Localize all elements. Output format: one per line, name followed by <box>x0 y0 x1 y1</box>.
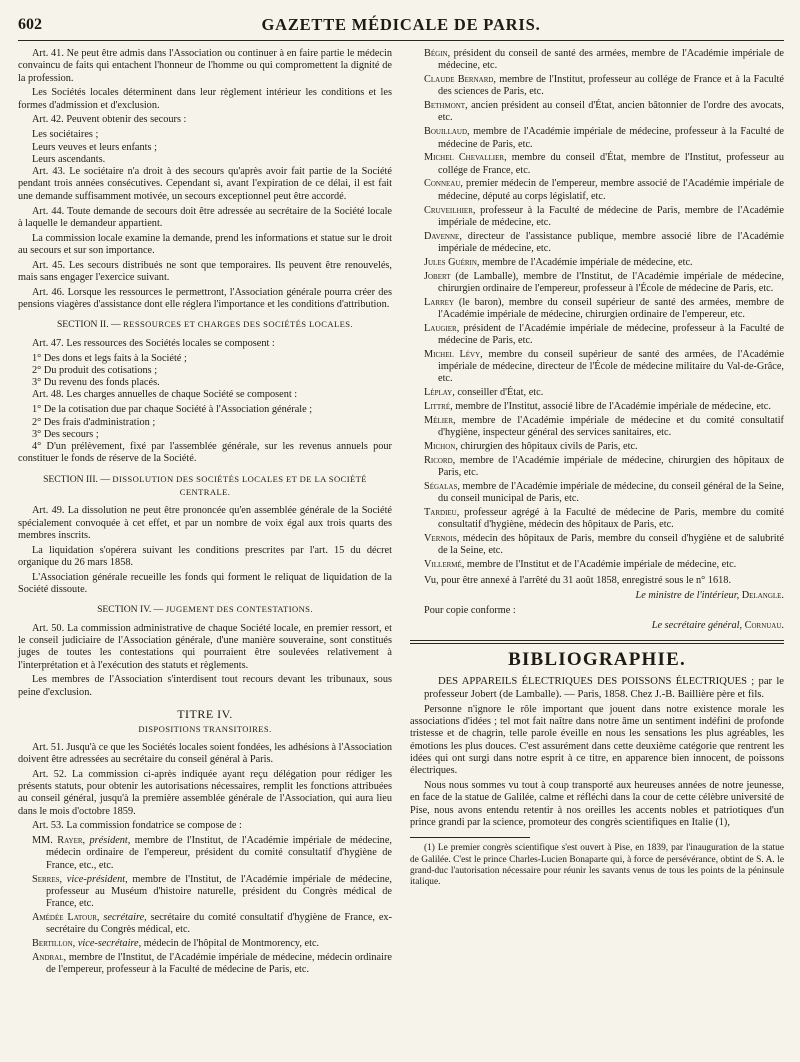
article-45: Art. 45. Les secours distribués ne sont que temporaires. Ils peuvent être renouvelés, mais sans engager l'exercice suivant. <box>18 259 392 284</box>
member-text: membre de l'Institut, associé libre de l'Académie impériale de médecine, etc. <box>455 401 771 413</box>
member-text: membre du conseil d'État, membre de l'Institut, professeur au collége de France, etc. <box>438 152 785 176</box>
member-name: Ségalas <box>424 480 458 492</box>
member-name: Laugier <box>424 322 457 334</box>
list-item: 4° D'un prélèvement, fixé par l'assemblée générale, sur les revenus annuels pour constituer le fonds de réserve de la Société. <box>18 441 392 465</box>
member-text: membre de l'Académie impériale de médecine, professeur à la Faculté de médecine de Paris, etc. <box>438 126 784 150</box>
member-name: Villermé <box>424 559 462 571</box>
member-name: Jobert <box>424 270 451 282</box>
list-item: Leurs veuves et leurs enfants ; <box>32 141 157 153</box>
member-role: président <box>89 835 128 847</box>
section-label: SECTION II. — <box>56 319 121 331</box>
member-role: vice-président <box>66 873 126 885</box>
member-name: Larrey <box>424 296 455 308</box>
member-name: Conneau <box>424 178 461 190</box>
member-name: Littré <box>424 401 451 413</box>
member-role: vice-secrétaire <box>77 938 139 949</box>
member-text: membre de l'Académie impériale de médecine et du comité consultatif d'hygiène, inspecteur général des services sanitaires, etc. <box>438 414 784 439</box>
member-entry: Littré, membre de l'Institut, associé libre de l'Académie impériale de médecine, etc. <box>424 401 771 413</box>
signature-label: Le ministre de l'intérieur, <box>635 590 740 602</box>
section-label: SECTION III. — <box>43 473 110 485</box>
member-entry: Bouillaud, membre de l'Académie impériale de médecine, professeur à la Faculté de médecine de Paris, etc. <box>424 126 784 150</box>
member-entry: Laugier, président de l'Académie impériale de médecine, professeur à la Faculté de médecine de Paris, etc. <box>424 322 784 347</box>
titre-4-heading: TITRE IV. <box>177 706 233 721</box>
member-entry <box>410 297 784 322</box>
paragraph: Personne n'ignore le rôle important que jouent dans notre existence morale les associations d'idées ; tel mot fait naître dans notre âme un sentiment indéfini de profonde tristesse et de chagrin, telle parole éveille en nous les sensations les plus agréables, les émotions les plus douces. C'est assurément dans cette deuxième catégorie que rentrent les idées qui ont surgi dans notre esprit à ce titre, en apparence bien innocent, de poissons électriques. <box>410 703 784 777</box>
signature-name: Cornuau. <box>744 619 784 631</box>
bibliographie-heading: BIBLIOGRAPHIE. <box>508 649 686 671</box>
member-text: secrétaire du comité consultatif d'hygiène de France, ex-secrétaire du Congrès médical, etc. <box>46 911 392 936</box>
member-entry: Léplay, conseiller d'État, etc. <box>424 387 544 399</box>
member-entry: Davenne, directeur de l'assistance publique, membre associé libre de l'Académie impériale de médecine, etc. <box>424 230 784 254</box>
member-entry: MM. Rayer, président, membre de l'Institut, de l'Académie impériale de médecine, médecin ordinaire de l'empereur, président du comité consultatif d'hygiène de France, etc., etc. <box>32 835 392 871</box>
member-entry: Andral, membre de l'Institut, de l'Académie impériale de médecine, médecin ordinaire de l'empereur, professeur à la Faculté de médecine de Paris, etc. <box>32 951 392 976</box>
article-48: Art. 48. Les charges annuelles de chaque Société se composent : <box>32 389 298 401</box>
footnote: (1) Le premier congrès scientifique s'est ouvert à Pise, en 1839, par l'inauguration de la statue de Galilée. C'est le prince Charles-Lucien Bonaparte qui, à force de persévérance, obtint de S. A. le grand-duc l'autorisation nécessaire pour réunir les savants venus de tous les points de la péninsule italique. <box>410 843 784 888</box>
book-title: DES APPAREILS ÉLECTRIQUES DES POISSONS ÉLECTRIQUES ; par le professeur Jobert (de Lamballe). — Paris, 1858. Chez J.-B. Baillière père et fils. <box>424 676 784 701</box>
member-text: membre de l'Institut, de l'Académie impériale de médecine, professeur au Muséum d'histoire naturelle, président du Congrès médical de France, etc. <box>46 873 393 910</box>
member-name: Claude Bernard <box>424 74 494 86</box>
member-text: (le baron), membre du conseil supérieur de santé des armées, membre de l'Académie impériale de médecine, chirurgien ordinaire de l'empereur, etc. <box>438 296 785 320</box>
member-entry: Michel Lévy, membre du conseil supérieur de santé des armées, de l'Académie impériale de médecine, directeur de l'École de médecine militaire du Val-de-Grâce, etc. <box>424 348 785 385</box>
list-item: 2° Des frais d'administration ; <box>32 416 156 428</box>
member-text: directeur de l'assistance publique, membre associé libre de l'Académie impériale de médecine, etc. <box>438 230 784 254</box>
member-entry: Vernois, médecin des hôpitaux de Paris, membre du conseil d'hygiène et de salubrité de la Seine, etc. <box>424 532 784 557</box>
member-name: Serres <box>32 873 60 885</box>
double-rule-divider <box>410 640 784 644</box>
member-text: (de Lamballe), membre de l'Institut, de l'Académie impériale de médecine, chirurgien ordinaire de l'empereur, professeur à l'École de médecine de Paris, etc. <box>438 270 784 294</box>
article-41: Art. 41. Ne peut être admis dans l'Association ou continuer à en faire partie le médecin convaincu de faits qui entachent l'honneur de l'homme ou qui compromettent la dignité de la profession. <box>18 48 392 84</box>
page-header <box>18 14 784 41</box>
member-name: Michel Chevallier <box>424 152 505 164</box>
member-name: Mélier <box>424 414 453 426</box>
member-name: Léplay <box>424 387 453 399</box>
member-name: Bégin <box>424 48 448 59</box>
member-text: membre de l'Institut, de l'Académie impériale de médecine, médecin ordinaire de l'empereur, président du comité consultatif d'hygiène de France, etc., etc. <box>46 835 392 871</box>
member-text: membre de l'Académie impériale de médecine, chirurgien des hôpitaux de Paris, etc. <box>438 454 784 478</box>
list-item: 1° De la cotisation due par chaque Société à l'Association générale ; <box>32 404 313 416</box>
member-name: Vernois <box>424 532 457 544</box>
article-43: Art. 43. Le sociétaire n'a droit à des secours qu'après avoir fait partie de la Société pendant trois années consécutives. Cependant si, avant l'expiration de ce délai, il est fait une demande suffisamment motivée, un secours exceptionnel peut être accordé. <box>18 166 392 202</box>
list-item: Leurs ascendants. <box>32 153 106 165</box>
list-item: Les sociétaires ; <box>32 129 99 141</box>
list-item: 1° Des dons et legs faits à la Société ; <box>32 352 187 364</box>
member-text: membre du conseil supérieur de santé des armées, de l'Académie impériale de médecine, directeur de l'École de médecine militaire du Val-de-Grâce, etc. <box>438 348 785 385</box>
member-name: Amédée Latour <box>32 911 97 923</box>
paragraph: La liquidation s'opérera suivant les conditions prescrites par l'art. 15 du décret organique du 26 mars 1858. <box>18 544 392 568</box>
section-title: RESSOURCES ET CHARGES DES SOCIÉTÉS LOCALES. <box>123 319 354 330</box>
member-entry: Amédée Latour, secrétaire, secrétaire du comité consultatif d'hygiène de France, ex-secrétaire du Congrès médical, etc. <box>32 911 392 936</box>
member-name: Bethmont <box>424 100 466 112</box>
section-2-heading <box>18 318 392 331</box>
list-item: 2° Du produit des cotisations ; <box>32 364 158 376</box>
member-name: Tardieu <box>424 506 457 518</box>
member-name: Michel Lévy <box>424 348 481 360</box>
member-text: premier médecin de l'empereur, membre associé de l'Académie impériale de médecine, député au corps législatif, etc. <box>438 178 784 202</box>
section-title: DISSOLUTION DES SOCIÉTÉS LOCALES ET DE LA SOCIÉTÉ CENTRALE. <box>112 473 367 497</box>
article-42: Art. 42. Peuvent obtenir des secours : <box>32 114 187 126</box>
article-50: Art. 50. La commission administrative de chaque Société locale, en premier ressort, et le conseil judiciaire de l'Association générale, d'une manière souveraine, sont constitués juges de toutes les contestations qui pourraient être soulevées relativement à l'interprétation et à l'exécution des statuts et règlements. <box>18 622 392 671</box>
page-number: 602 <box>18 16 42 33</box>
member-name: Bouillaud <box>424 126 468 138</box>
member-name: Bertillon <box>32 938 73 949</box>
minister-signature <box>410 590 784 602</box>
titre-4-subtitle: DISPOSITIONS TRANSITOIRES. <box>138 724 272 735</box>
article-47: Art. 47. Les ressources des Sociétés locales se composent : <box>32 337 275 349</box>
member-entry <box>410 271 784 296</box>
right-column <box>410 48 784 978</box>
journal-title: GAZETTE MÉDICALE DE PARIS. <box>261 15 541 34</box>
paragraph: La commission locale examine la demande, prend les informations et statue sur le droit au secours et sur son importance. <box>18 232 392 256</box>
member-entry: Bethmont, ancien président au conseil d'État, ancien bâtonnier de l'ordre des avocats, etc. <box>424 100 784 124</box>
paragraph: Nous nous sommes vu tout à coup transporté aux heureuses années de notre jeunesse, en face de la statue de Galilée, calme et réfléchi dans la cour de cette célèbre université de Pise, nous avons entendu retentir à nos oreilles les accents nobles et patriotiques d'un prince grandi par la science, promoteur des congrès scientifiques en Italie (1), <box>410 780 784 829</box>
member-entry: Tardieu, professeur agrégé à la Faculté de médecine de Paris, membre du comité consultatif d'hygiène, médecin des hôpitaux de Paris, etc. <box>424 506 784 531</box>
member-text: ancien président au conseil d'État, ancien bâtonnier de l'ordre des avocats, etc. <box>438 100 784 124</box>
member-entry: Ségalas, membre de l'Académie impériale de médecine, du conseil général de la Seine, du conseil municipal de Paris, etc. <box>424 480 784 505</box>
section-title: JUGEMENT DES CONTESTATIONS. <box>165 604 313 615</box>
member-text: membre de l'Institut, de l'Académie impériale de médecine, médecin ordinaire de l'empereur, professeur à la Faculté de médecine de Paris, etc. <box>46 951 392 976</box>
member-text: médecin de l'hôpital de Montmorency, etc. <box>143 938 320 949</box>
member-name: Andral <box>32 951 64 963</box>
member-name: Davenne <box>424 230 460 242</box>
section-3-heading <box>18 473 392 500</box>
member-entry: Cruveilhier, professeur à la Faculté de médecine de Paris, membre de l'Académie impériale de médecine, etc. <box>424 204 784 228</box>
member-entry: Claude Bernard, membre de l'Institut, professeur au collége de France et à la Faculté des sciences de Paris, etc. <box>424 74 784 98</box>
list-item: 3° Des secours ; <box>32 428 99 440</box>
member-name: Jules Guérin <box>424 256 477 268</box>
paragraph: Les Sociétés locales déterminent dans leur règlement intérieur les conditions et les formes d'admission et d'exclusion. <box>18 87 392 111</box>
paragraph: L'Association générale recueille les fonds qui forment le reliquat de liquidation de la Société dissoute. <box>18 571 392 596</box>
member-role: secrétaire <box>103 911 145 923</box>
member-entry: Mélier, membre de l'Académie impériale de médecine et du comité consultatif d'hygiène, inspecteur général des services sanitaires, etc. <box>424 414 784 439</box>
member-text: président de l'Académie impériale de médecine, professeur à la Faculté de médecine de Paris, etc. <box>438 322 784 347</box>
member-entry: Jules Guérin, membre de l'Académie impériale de médecine, etc. <box>424 256 693 268</box>
member-text: membre de l'Académie impériale de médecine, etc. <box>482 256 693 268</box>
member-entry: Bertillon, vice-secrétaire, médecin de l'hôpital de Montmorency, etc. <box>32 938 320 949</box>
member-name: Cruveilhier <box>424 204 473 216</box>
signature-name: Delangle. <box>741 590 784 602</box>
members-list <box>410 48 784 571</box>
secretary-signature <box>410 620 784 632</box>
article-49: Art. 49. La dissolution ne peut être prononcée qu'en assemblée générale de la Société spécialement convoquée à cet effet, et par un nombre de voix égal aux trois quarts des membres inscrits. <box>18 505 392 541</box>
section-label: SECTION IV. — <box>97 604 164 616</box>
article-53: Art. 53. La commission fondatrice se compose de : <box>32 820 242 832</box>
section-4-heading <box>18 603 392 616</box>
member-text: chirurgien des hôpitaux civils de Paris, etc. <box>460 440 638 452</box>
member-name: Michon <box>424 440 456 452</box>
member-entry: Bégin, président du conseil de santé des armées, membre de l'Académie impériale de médecine, etc. <box>424 48 784 72</box>
member-entry: Villermé, membre de l'Institut et de l'Académie impériale de médecine, etc. <box>424 559 737 571</box>
member-text: professeur agrégé à la Faculté de médecine de Paris, membre du comité consultatif d'hygiène, médecin des hôpitaux de Paris, etc. <box>438 506 784 531</box>
signature-label: Le secrétaire général, <box>651 619 743 631</box>
member-entry: Michon, chirurgien des hôpitaux civils de Paris, etc. <box>424 440 638 452</box>
article-44: Art. 44. Toute demande de secours doit être adressée au secrétaire de la Société locale à laquelle le demandeur appartient. <box>18 205 392 229</box>
member-entry: Ricord, membre de l'Académie impériale de médecine, chirurgien des hôpitaux de Paris, etc. <box>424 454 784 478</box>
member-name: MM. Rayer <box>32 835 83 847</box>
paragraph: Les membres de l'Association s'interdisent tout recours devant les tribunaux, sous peine d'exclusion. <box>18 674 392 698</box>
left-column <box>18 48 392 978</box>
member-text: membre de l'Institut et de l'Académie impériale de médecine, etc. <box>466 559 737 571</box>
list-item: 3° Du revenu des fonds placés. <box>32 377 160 389</box>
member-text: membre de l'Institut, professeur au collége de France et à la Faculté des sciences de Paris, etc. <box>438 74 784 98</box>
member-text: médecin des hôpitaux de Paris, membre du conseil d'hygiène et de salubrité de la Seine, etc. <box>438 532 784 557</box>
annexe-note: Vu, pour être annexé à l'arrêté du 31 août 1858, enregistré sous le n° 1618. <box>424 575 732 587</box>
member-text: conseiller d'État, etc. <box>457 387 544 399</box>
copie-conforme: Pour copie conforme : <box>424 604 516 616</box>
member-entry: Michel Chevallier, membre du conseil d'État, membre de l'Institut, professeur au collége de France, etc. <box>424 152 785 176</box>
article-51: Art. 51. Jusqu'à ce que les Sociétés locales soient fondées, les adhésions à l'Association doivent être adressées au secrétaire du conseil général à Paris. <box>18 741 393 765</box>
article-52: Art. 52. La commission ci-après indiquée ayant reçu délégation pour rédiger les présents statuts, pour obtenir les autorisations nécessaires, remplit les fonctions attribuées au conseil général, jusqu'à la première assemblée générale de l'Association, qui aura lieu dans le mois d'octobre 1859. <box>18 768 392 817</box>
article-46: Art. 46. Lorsque les ressources le permettront, l'Association générale pourra créer des pensions viagères d'assistance dont elle réglera l'importance et les conditions d'attribution. <box>18 286 392 311</box>
footnote-divider <box>410 837 530 838</box>
member-entry: Conneau, premier médecin de l'empereur, membre associé de l'Académie impériale de médecine, député au corps législatif, etc. <box>424 178 784 202</box>
member-name: Ricord <box>424 454 453 466</box>
member-text: président du conseil de santé des armées, membre de l'Académie impériale de médecine, etc. <box>438 48 784 72</box>
member-text: professeur à la Faculté de médecine de Paris, membre de l'Académie impériale de médecine, etc. <box>438 204 784 228</box>
member-text: membre de l'Académie impériale de médecine, du conseil général de la Seine, du conseil municipal de Paris, etc. <box>438 480 784 505</box>
member-entry: Serres, vice-président, membre de l'Institut, de l'Académie impériale de médecine, professeur au Muséum d'histoire naturelle, président du Congrès médical de France, etc. <box>32 873 393 910</box>
